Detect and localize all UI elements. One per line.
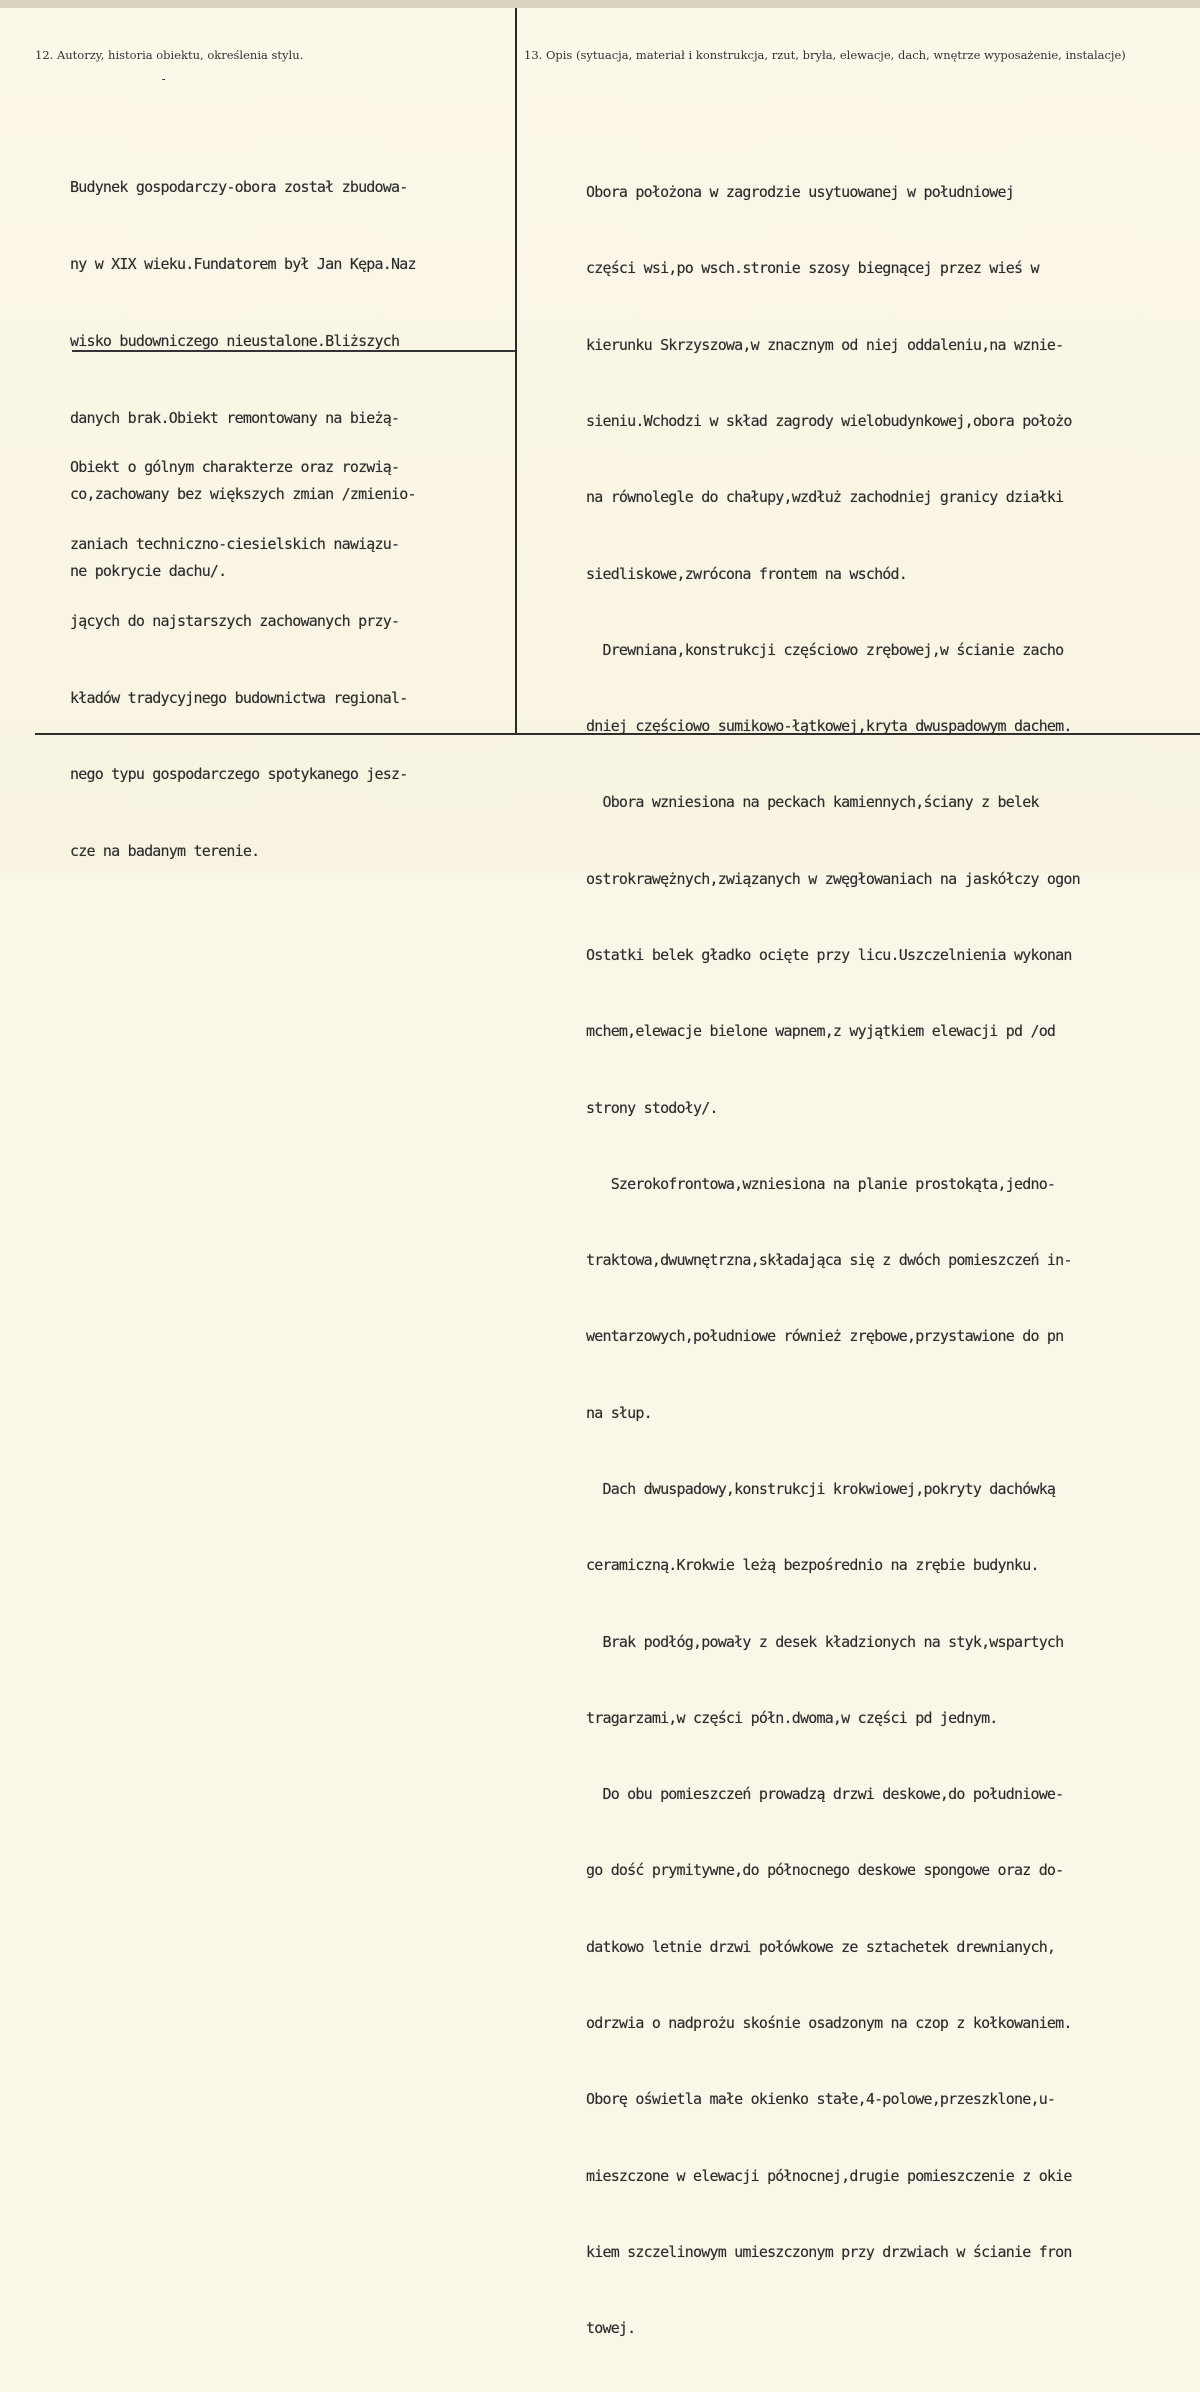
text-line: ostrokrawężnych,związanych w zwęgłowaniach na jaskółczy ogon [586, 869, 1080, 888]
text-line: ceramiczną.Krokwie leżą bezpośrednio na zrębie budynku. [586, 1556, 1039, 1575]
text-line: siedliskowe,zwrócona frontem na wschód. [586, 564, 908, 583]
text-line: na równolegle do chałupy,wzdłuż zachodniej granicy działki [586, 488, 1064, 507]
text-line: go dość prymitywne,do północnego deskowe spongowe oraz do- [586, 1861, 1064, 1880]
text-line: kierunku Skrzyszowa,w znacznym od niej oddaleniu,na wznie- [586, 335, 1064, 354]
text-line: nego typu gospodarczego spotykanego jesz- [70, 765, 408, 784]
text-line: datkowo letnie drzwi połówkowe ze sztachetek drewnianych, [586, 1937, 1056, 1956]
top-edge [0, 0, 1200, 8]
text-line: Budynek gospodarczy-obora został zbudowa- [70, 178, 408, 197]
text-line: Oborę oświetla małe okienko stałe,4-polowe,przeszklone,u- [586, 2090, 1056, 2109]
text-line: Ostatki belek gładko ocięte przy licu.Uszczelnienia wykonan [586, 946, 1072, 964]
text-line: cze na badanym terenie. [70, 842, 260, 861]
section-12-header: 12. Autorzy, historia obiektu, określenia stylu. [35, 48, 304, 62]
text-line: dniej częściowo sumikowo-łątkowej,kryta dwuspadowym dachem. [586, 717, 1072, 736]
general-character-text [70, 404, 407, 916]
stray-mark: - [160, 72, 168, 86]
text-line: Obora położona w zagrodzie usytuowanej w południowej [586, 183, 1015, 202]
text-line: ne pokrycie dachu/. [70, 562, 227, 581]
text-line: na słup. [586, 1403, 652, 1422]
text-line: ny w XIX wieku.Fundatorem był Jan Kępa.Naz [70, 254, 416, 273]
description-text [586, 129, 1080, 2392]
text-line: Brak podłóg,powały z desek kładzionych na styk,wspartych [586, 1632, 1064, 1651]
text-line: kładów tradycyjnego budownictwa regional- [70, 688, 408, 707]
text-line: Obora wzniesiona na peckach kamiennych,ściany z belek [586, 793, 1039, 812]
text-line: traktowa,dwuwnętrzna,składająca się z dwóch pomieszczeń in- [586, 1251, 1072, 1270]
text-line: mieszczone w elewacji północnej,drugie pomieszczenie z okie [586, 2166, 1072, 2185]
text-line: części wsi,po wsch.stronie szosy biegnącej przez wieś w [586, 259, 1039, 278]
text-line: wisko budowniczego nieustalone.Bliższych [70, 331, 400, 350]
text-line: towej. [586, 2319, 636, 2338]
text-line: tragarzami,w części półn.dwoma,w części pd jednym. [586, 1708, 998, 1727]
text-line: danych brak.Obiekt remontowany na bieżą- [70, 408, 400, 427]
text-line: sieniu.Wchodzi w skład zagrody wielobudynkowej,obora położo [586, 412, 1072, 431]
text-line: mchem,elewacje bielone wapnem,z wyjątkiem elewacji pd /od [586, 1022, 1056, 1041]
column-divider [515, 8, 517, 734]
text-line: jących do najstarszych zachowanych przy- [70, 611, 400, 630]
text-line: Obiekt o gólnym charakterze oraz rozwią- [70, 458, 400, 477]
text-line: Szerokofrontowa,wzniesiona na planie prostokąta,jedno- [586, 1174, 1056, 1193]
text-line: odrzwia o nadprożu skośnie osadzonym na czop z kołkowaniem. [586, 2013, 1072, 2032]
text-line: co,zachowany bez większych zmian /zmienio- [70, 485, 416, 504]
text-line: Dach dwuspadowy,konstrukcji krokwiowej,pokryty dachówką [586, 1479, 1056, 1498]
section-13-header: 13. Opis (sytuacja, materiał i konstrukcja, rzut, bryła, elewacje, dach, wnętrze wyposażenie, instalacje) [524, 48, 1126, 62]
text-line: Do obu pomieszczeń prowadzą drzwi deskowe,do południowe- [586, 1785, 1064, 1804]
text-line: wentarzowych,południowe również zrębowe,przystawione do pn [586, 1327, 1064, 1346]
text-line: zaniach techniczno-ciesielskich nawiązu- [70, 534, 400, 553]
text-line: strony stodoły/. [586, 1098, 718, 1117]
text-line: kiem szczelinowym umieszczonym przy drzwiach w ścianie fron [586, 2242, 1072, 2261]
text-line: Drewniana,konstrukcji częściowo zrębowej,w ścianie zacho [586, 640, 1064, 659]
